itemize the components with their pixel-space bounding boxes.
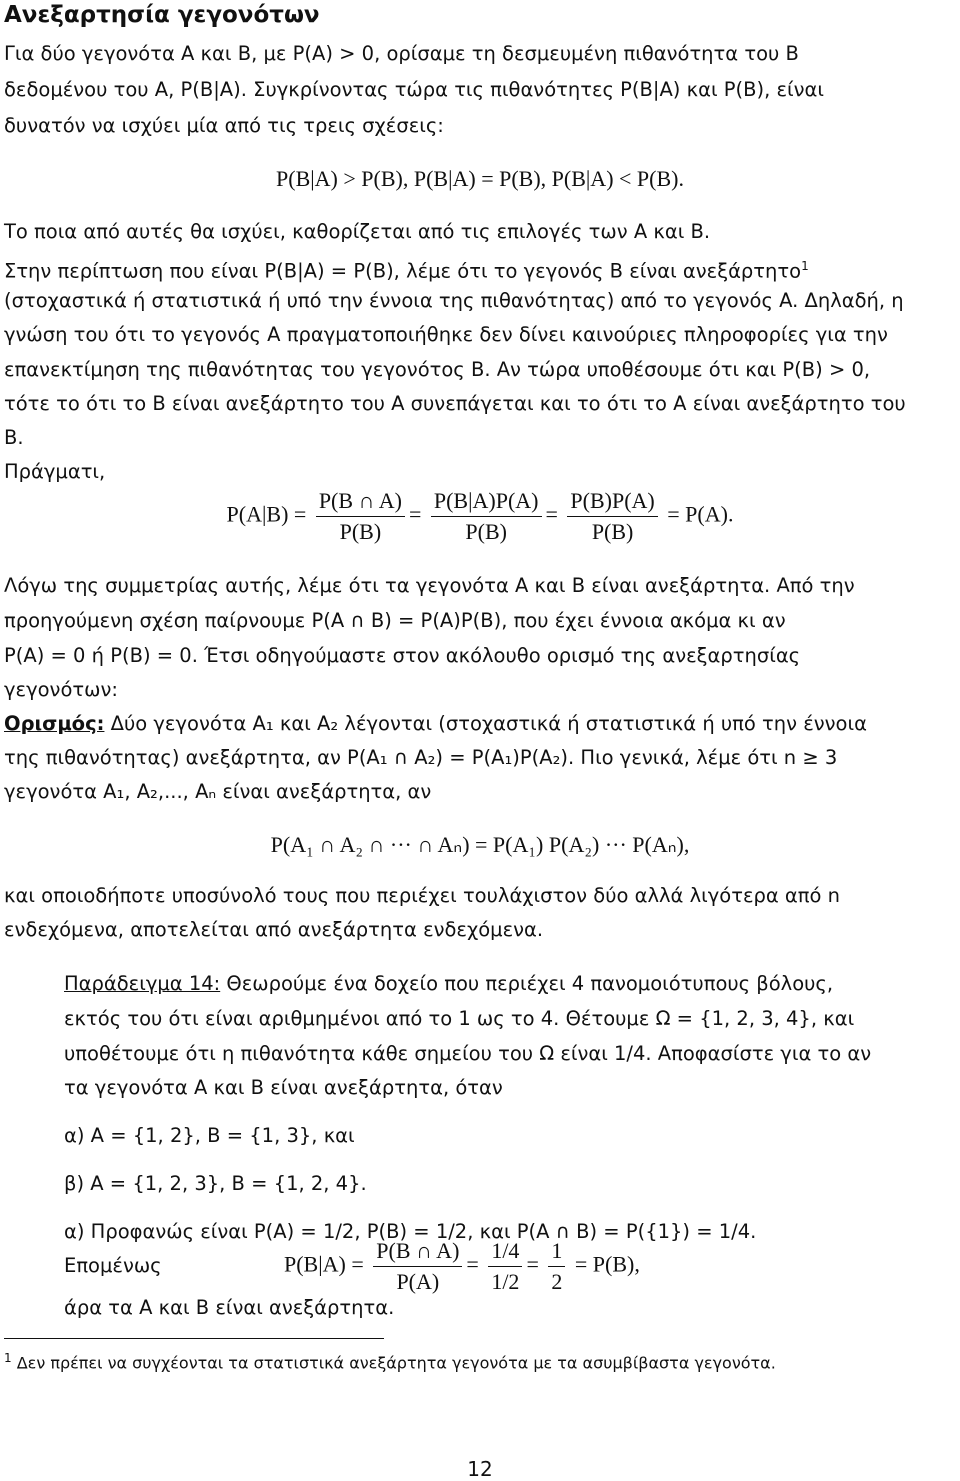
footnote-rule <box>4 1338 384 1339</box>
paragraph-line: της πιθανότητας) ανεξάρτητα, αν P(A₁ ∩ A₂) = P(A₁)P(A₂). Πιο γενικά, λέμε ότι n ≥ 3 <box>4 746 838 769</box>
denominator: 1/2 <box>491 1269 520 1294</box>
list-item: β) A = {1, 2, 3}, B = {1, 2, 4}. <box>64 1172 367 1195</box>
paragraph-line: α) Προφανώς είναι P(A) = 1/2, P(B) = 1/2, και P(A ∩ B) = P({1}) = 1/4. <box>64 1220 757 1243</box>
equation-lhs: P(B|A) = <box>284 1251 364 1277</box>
definition-label: Ορισμός: <box>4 712 105 735</box>
fraction <box>316 488 405 545</box>
paragraph-line <box>64 972 833 996</box>
paragraph-line: ενδεχόμενα, αποτελείται από ανεξάρτητα ενδεχόμενα. <box>4 918 544 941</box>
paragraph-text: Θεωρούμε ένα δοχείο που περιέχει 4 πανομοιότυπους βόλους, <box>226 972 834 995</box>
page-number: 12 <box>467 1457 493 1481</box>
paragraph-line: γνώση του ότι το γεγονός A πραγματοποιήθηκε δεν δίνει καινούριες πληροφορίες για την <box>4 323 888 346</box>
fraction <box>373 1238 462 1295</box>
paragraph-line: εκτός του ότι είναι αριθμημένοι από το 1 ως το 4. Θέτουμε Ω = {1, 2, 3, 4}, και <box>64 1007 855 1030</box>
numerator: P(B ∩ A) <box>316 488 405 517</box>
paragraph-line: (στοχαστικά ή στατιστικά ή υπό την έννοια της πιθανότητας) από το γεγονός A. Δηλαδή, η <box>4 289 904 312</box>
paragraph-line: Για δύο γεγονότα A και B, με P(A) > 0, ορίσαμε τη δεσμευμένη πιθανότητα του B <box>4 42 799 65</box>
footnote <box>4 1346 776 1375</box>
paragraph-text: Στην περίπτωση που είναι P(B|A) = P(B), λέμε ότι το γεγονός B είναι ανεξάρτητο <box>4 259 802 283</box>
fraction <box>488 1238 522 1295</box>
equation-independence: P(A₁ ∩ A₂ ∩ ··· ∩ Aₙ) = P(A₁) P(A₂) ··· P(Aₙ), <box>270 832 690 857</box>
paragraph-line: άρα τα A και B είναι ανεξάρτητα. <box>64 1296 395 1319</box>
section-title: Ανεξαρτησία γεγονότων <box>4 2 320 28</box>
denominator: P(B) <box>591 519 634 544</box>
equation-rhs: = P(B), <box>574 1251 640 1277</box>
paragraph-line: Επομένως <box>64 1254 162 1277</box>
paragraph-line: γεγονότων: <box>4 678 118 701</box>
denominator: P(A) <box>396 1269 440 1294</box>
paragraph-line: P(A) = 0 ή P(B) = 0. Έτσι οδηγούμαστε στον ακόλουθο ορισμό της ανεξαρτησίας <box>4 644 801 667</box>
fraction <box>567 488 657 545</box>
denominator: P(B) <box>465 519 507 544</box>
equation-bayes: P(A|B) = $\frac{P(B \cap A)}{P(B)}$ = $\frac{P(B|A)P(A)}{P(B)}$ = $\frac{P(B)P(A)}{P(B)}$ = P(A). <box>226 488 734 544</box>
equation-example: P(B|A) = $\frac{P(B \cap A)}{P(A)}$ = $\frac{1/4}{1/2}$ = $\frac{1}{2}$ = P(B), <box>284 1238 640 1294</box>
equation-lhs: P(A|B) = <box>226 501 307 527</box>
paragraph-line: επανεκτίμηση της πιθανότητας του γεγονότος B. Αν τώρα υποθέσουμε ότι και P(B) > 0, <box>4 358 871 381</box>
example-label: Παράδειγμα 14: <box>64 972 221 995</box>
numerator: P(B|A)P(A) <box>431 488 542 517</box>
list-item: α) A = {1, 2}, B = {1, 3}, και <box>64 1124 355 1147</box>
denominator: 2 <box>551 1269 563 1294</box>
numerator: 1 <box>548 1238 565 1267</box>
numerator: P(B ∩ A) <box>373 1238 462 1267</box>
footnote-text: Δεν πρέπει να συγχέονται τα στατιστικά ανεξάρτητα γεγονότα με τα ασυμβίβαστα γεγονότα. <box>16 1353 776 1373</box>
equation-rhs: = P(A). <box>667 501 734 527</box>
paragraph-line: γεγονότα A₁, A₂,..., Aₙ είναι ανεξάρτητα, αν <box>4 780 432 803</box>
paragraph-line: υποθέτουμε ότι η πιθανότητα κάθε σημείου του Ω είναι 1/4. Αποφασίστε για το αν <box>64 1042 872 1065</box>
paragraph-line: προηγούμενη σχέση παίρνουμε P(A ∩ B) = P(A)P(B), που έχει έννοια ακόμα κι αν <box>4 609 786 632</box>
paragraph-line: τα γεγονότα A και B είναι ανεξάρτητα, όταν <box>64 1076 503 1099</box>
paragraph-line: και οποιοδήποτε υποσύνολό τους που περιέχει τουλάχιστον δύο αλλά λιγότερα από n <box>4 884 841 907</box>
paragraph-line: B. <box>4 426 24 449</box>
denominator: P(B) <box>339 519 382 544</box>
footnote-mark: 1 <box>4 1351 12 1365</box>
numerator: 1/4 <box>488 1238 522 1267</box>
paragraph-line <box>4 712 867 736</box>
paragraph-line: Λόγω της συμμετρίας αυτής, λέμε ότι τα γεγονότα A και B είναι ανεξάρτητα. Από την <box>4 574 855 597</box>
paragraph-line: τότε το ότι το B είναι ανεξάρτητο του A συνεπάγεται και το ότι το A είναι ανεξάρτητο του <box>4 392 906 415</box>
paragraph-line: Το ποια από αυτές θα ισχύει, καθορίζεται από τις επιλογές των A και B. <box>4 220 711 243</box>
paragraph-line: Πράγματι, <box>4 460 106 483</box>
paragraph-line: δυνατόν να ισχύει μία από τις τρεις σχέσεις: <box>4 114 444 137</box>
fraction <box>548 1238 565 1295</box>
footnote-reference[interactable]: 1 <box>801 259 809 273</box>
equation-relations: P(B|A) > P(B), P(B|A) = P(B), P(B|A) < P(B). <box>276 166 684 191</box>
paragraph-line: δεδομένου του A, P(B|A). Συγκρίνοντας τώρα τις πιθανότητες P(B|A) και P(B), είναι <box>4 78 824 101</box>
fraction <box>431 488 542 545</box>
paragraph-line <box>4 254 809 284</box>
numerator: P(B)P(A) <box>567 488 657 517</box>
paragraph-text: Δύο γεγονότα A₁ και A₂ λέγονται (στοχαστικά ή στατιστικά ή υπό την έννοια <box>110 712 867 735</box>
